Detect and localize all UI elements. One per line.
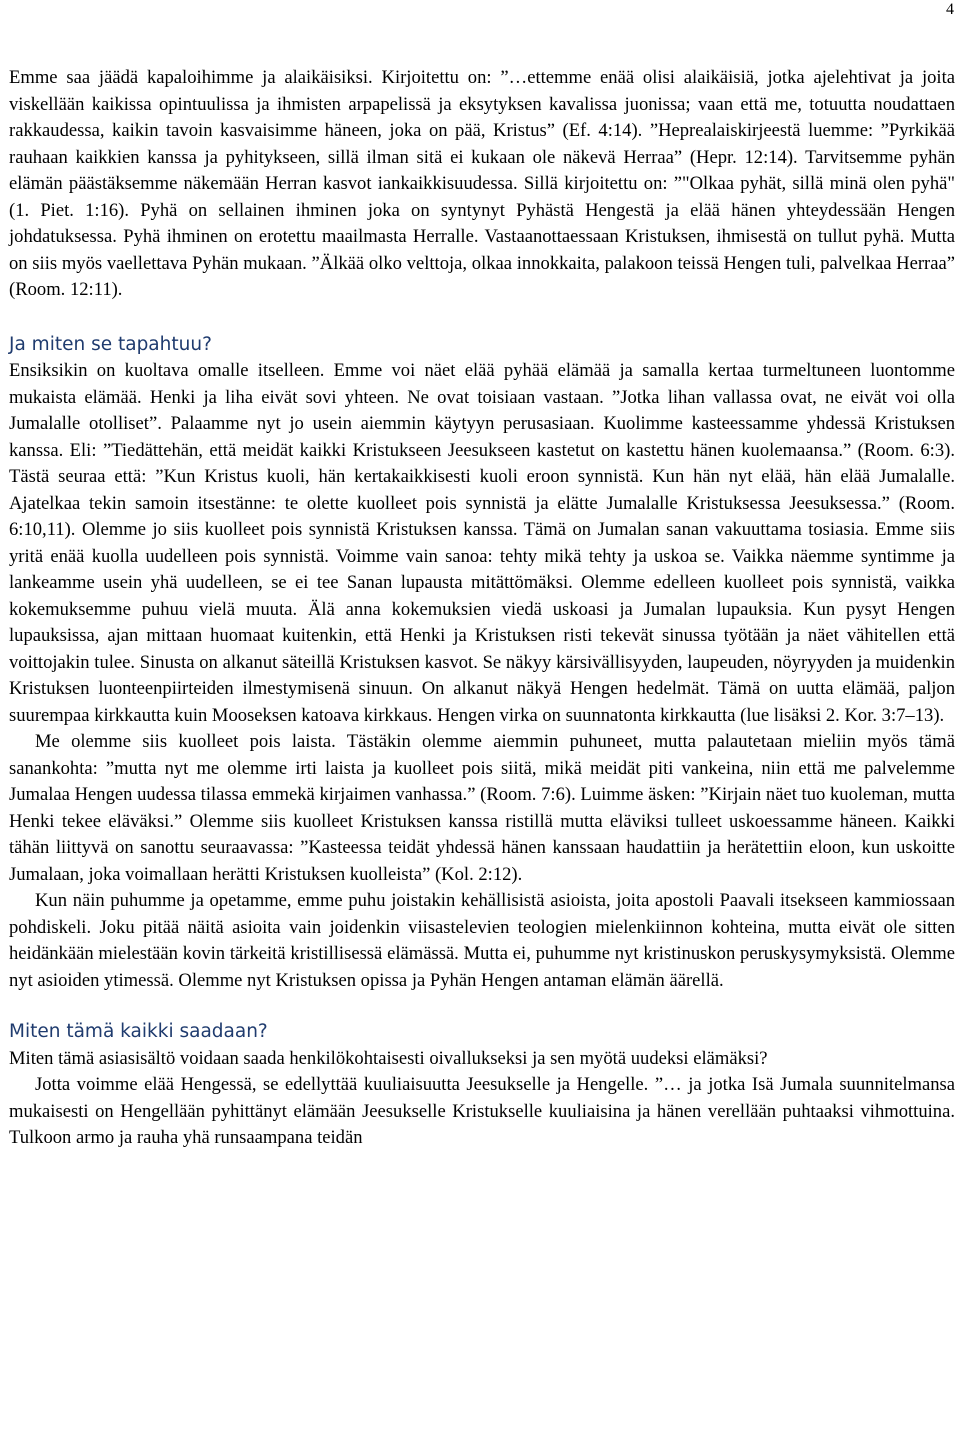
paragraph-obedience: Jotta voimme elää Hengessä, se edellyttää kuuliaisuutta Jeesukselle ja Hengelle. ”… ja jotka Isä Jumala suunnitelmansa mukaisesti on Hengellään pyhittänyt elämään Jeesukselle Kristukselle kuuliaisina ja hänen verellään puhtaaksi vihmottuina. Tulkoon armo ja rauha yhä runsaampana teidän: [9, 1074, 955, 1148]
paragraph-dead-to-law: Me olemme siis kuolleet pois laista. Tästäkin olemme aiemmin puhuneet, mutta palautetaan mieliin myös tämä sanankohta: ”mutta nyt me olemme irti laista ja kuolleet pois siitä, mikä meidät piti vankeina, niin että me palvelemme Jumalaa Hengen uudessa tilassa emmekä kirjaimen vanhassa.” (Room. 7:6). Luimme äsken: ”Kirjain näet tuo kuoleman, mutta Henki tekee eläväksi.” Olemme siis kuolleet Kristuksen kanssa ristillä mutta eläviksi tulleet uskoessamme häneen. Kaikki tähän liittyvä on sanottu seuraavassa: ”Kasteessa teidät yhdessä hänen kanssaan haudattiin ja herätettiin eloon, kun uskoitte Jumalaan, joka voimallaan herätti Kristuksen kuolleista” (Kol. 2:12).: [9, 731, 955, 885]
section-heading-how: Ja miten se tapahtuu?: [9, 333, 212, 355]
section-heading-receiving: Miten tämä kaikki saadaan?: [9, 1021, 268, 1042]
document-body: [9, 65, 955, 1152]
page-number: 4: [946, 1, 954, 18]
paragraph-question: Miten tämä asiasisältö voidaan saada henkilökohtaisesti oivallukseksi ja sen myötä uudeksi elämäksi?: [9, 1047, 768, 1069]
paragraph-core-questions: Kun näin puhumme ja opetamme, emme puhu joistakin kehällisistä asioista, joita apostoli Paavali itsekseen kammiossaan pohdiskeli. Joku pitää näitä asioita vain joidenkin viisastelevien teologien mielenkiinnon kohteina, mutta eivät ole sitten heidänkään mielestään kovin tärkeitä kristillisessä elämässä. Mutta ei, puhumme nyt kristinuskon peruskysymyksistä. Olemme nyt asioiden ytimessä. Olemme nyt Kristuksen opissa ja Pyhän Hengen antaman elämän äärellä.: [9, 890, 955, 991]
paragraph-dying-to-self: Ensiksikin on kuoltava omalle itselleen. Emme voi näet elää pyhää elämää ja samalla kertaa turmeltuneen luontomme mukaista elämää. Henki ja liha eivät sovi yhteen. Ne ovat toisiaan vastaan. ”Jotka lihan vallassa ovat, ne eivät voi olla Jumalalle otolliset”. Palaamme nyt jo usein aiemmin käytyyn perusasiaan. Kuolimme kasteessamme yhdessä Kristuksen kanssa. Eli: ”Tiedättehän, että meidät kaikki Kristukseen Jeesukseen kastetut on kastettu hänen kuolemaansa.” (Room. 6:3). Tästä seuraa että: ”Kun Kristus kuoli, hän kertakaikkisesti kuoli eroon synnistä. Kun hän nyt elää, hän elää Jumalalle. Ajatelkaa tekin samoin itsestänne: te olette kuolleet pois synnistä ja elätte Jumalalle Kristuksessa Jeesuksessa.” (Room. 6:10,11). Olemme jo siis kuolleet pois synnistä Kristuksen kanssa. Tämä on Jumalan sanan vakuuttama tosiasia. Emme siis yritä enää kuolla uudelleen pois synnistä. Voimme vain sanoa: tehty mikä tehty ja uskoa se. Vaikka näemme syntimme ja lankeamme usein yhä uudelleen, se ei tee Sanan lupausta mitättömäksi. Olemme edelleen kuolleet pois synnistä, vaikka kokemuksemme puhuu vielä muuta. Älä anna kokemuksien viedä uskoasi ja Jumalan lupauksia. Kun pysyt Hengen lupauksissa, ajan mittaan huomaat kuitenkin, että Henki ja Kristuksen risti tekevät sinussa työtään ja näet vähitellen että voittojakin tulee. Sinusta on alkanut säteillä Kristuksen kasvot. Se näkyy kärsivällisyyden, laupeuden, nöyryyden ja muidenkin Kristuksen luonteenpiirteiden ilmestymisenä sinuun. On alkanut näkyä Hengen hedelmät. Tämä on uutta elämää, paljon suurempaa kirkkautta kuin Mooseksen katoava kirkkaus. Hengen virka on suunnatonta kirkkautta (lue lisäksi 2. Kor. 3:7–13).: [9, 360, 955, 726]
paragraph-intro: Emme saa jäädä kapaloihimme ja alaikäisiksi. Kirjoitettu on: ”…ettemme enää olisi alaikäisiä, jotka ajelehtivat ja joita viskellään kaikissa opintuulissa ja ihmisten arpapelissä ja eksytyksen kavalissa juonissa; vaan että me, totuutta noudattaen rakkaudessa, kaikin tavoin kasvaisimme häneen, joka on pää, Kristus” (Ef. 4:14). ”Heprealaiskirjeestä luemme: ”Pyrkikää rauhaan kaikkien kanssa ja pyhitykseen, sillä ilman sitä ei kukaan ole näkevä Herraa” (Hepr. 12:14). Tarvitsemme pyhän elämän päästäksemme näkemään Herran kasvot iankaikkisuudessa. Sillä kirjoitettu on: ”"Olkaa pyhät, sillä minä olen pyhä" (1. Piet. 1:16). Pyhä on sellainen ihminen joka on syntynyt Pyhästä Hengestä ja elää hänen yhteydessään Hengen johdatuksessa. Pyhä ihminen on erotettu maailmasta Herralle. Vastaanottaessaan Kristuksen, ihmisestä on tullut pyhä. Mutta on siis myös vaellettava Pyhän mukaan. ”Älkää olko velttoja, olkaa innokkaita, palakoon teissä Hengen tuli, palvelkaa Herraa” (Room. 12:11).: [9, 67, 955, 300]
